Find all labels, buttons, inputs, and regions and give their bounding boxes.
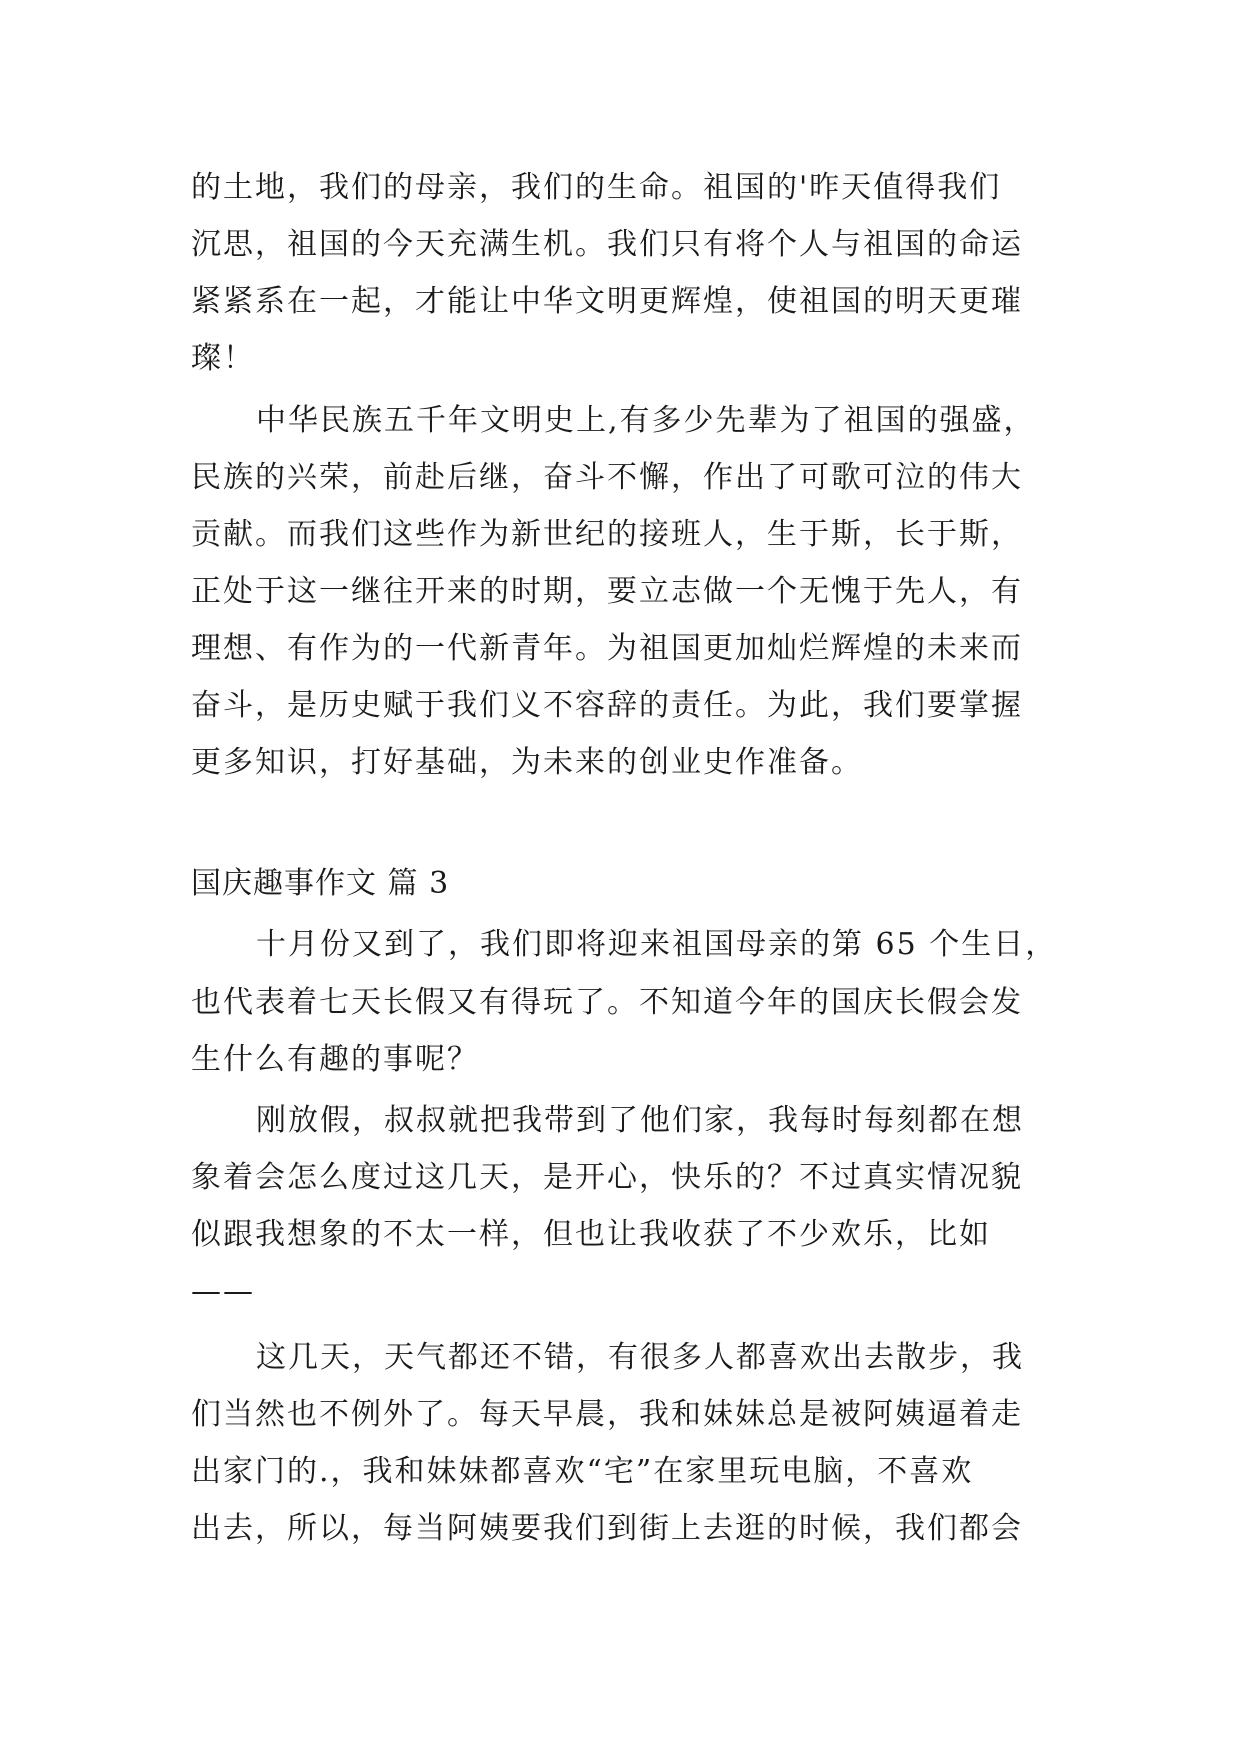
- text-line: 似跟我想象的不太一样，但也让我收获了不少欢乐，比如: [191, 1217, 991, 1252]
- text-line: 沉思，祖国的今天充满生机。我们只有将个人与祖国的命运: [191, 227, 1023, 262]
- text-line: 正处于这一继往开来的时期，要立志做一个无愧于先人，有: [191, 574, 1023, 609]
- text-line: 奋斗，是历史赋于我们义不容辞的责任。为此，我们要掌握: [191, 688, 1023, 723]
- text-line: 紧紧系在一起，才能让中华文明更辉煌，使祖国的明天更璀: [191, 284, 1023, 319]
- paragraph-start-line: 这几天，天气都还不错，有很多人都喜欢出去散步，我: [256, 1340, 1024, 1375]
- text-line: 贡献。而我们这些作为新世纪的接班人，生于斯，长于斯，: [191, 517, 1023, 552]
- text-line: 生什么有趣的事呢？: [191, 1042, 479, 1077]
- paragraph-start-line: 刚放假，叔叔就把我带到了他们家，我每时每刻都在想: [256, 1103, 1024, 1138]
- text-line: 理想、有作为的一代新青年。为祖国更加灿烂辉煌的未来而: [191, 631, 1023, 666]
- text-line: 的土地，我们的母亲，我们的生命。祖国的'昨天值得我们: [191, 170, 1002, 205]
- section-heading: 国庆趣事作文 篇 3: [191, 866, 450, 901]
- paragraph-start-line: 十月份又到了，我们即将迎来祖国母亲的第 65 个生日，: [256, 927, 1058, 962]
- text-line: 也代表着七天长假又有得玩了。不知道今年的国庆长假会发: [191, 985, 1023, 1020]
- text-line: 璨！: [191, 341, 255, 376]
- text-line: ——: [191, 1274, 255, 1309]
- text-line: 出去，所以，每当阿姨要我们到街上去逛的时候，我们都会: [191, 1511, 1023, 1546]
- text-line: 更多知识，打好基础，为未来的创业史作准备。: [191, 745, 863, 780]
- text-line: 象着会怎么度过这几天，是开心，快乐的？不过真实情况貌: [191, 1160, 1023, 1195]
- text-line: 民族的兴荣，前赴后继，奋斗不懈，作出了可歌可泣的伟大: [191, 460, 1023, 495]
- text-line: 们当然也不例外了。每天早晨，我和妹妹总是被阿姨逼着走: [191, 1397, 1023, 1432]
- paragraph-start-line: 中华民族五千年文明史上,有多少先辈为了祖国的强盛，: [256, 403, 1036, 438]
- text-line: 出家门的.，我和妹妹都喜欢“宅”在家里玩电脑，不喜欢: [191, 1454, 974, 1489]
